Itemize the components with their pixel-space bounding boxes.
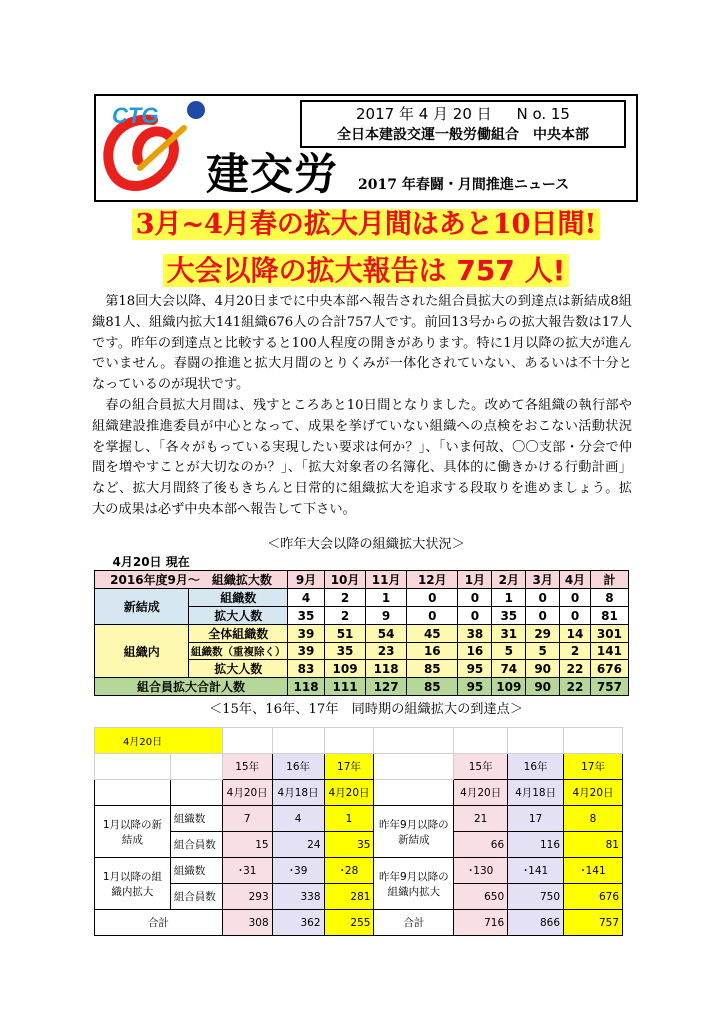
- table-cell: 54: [366, 625, 407, 643]
- table-row: [95, 589, 629, 607]
- table-cell: 拡大人数: [189, 607, 288, 625]
- table-cell: 293: [222, 884, 272, 910]
- table-cell: 118: [366, 660, 407, 678]
- table-cell: 676: [564, 884, 623, 910]
- table-cell: 31: [492, 625, 526, 643]
- table-cell: 35: [325, 643, 366, 660]
- table-cell: 116: [508, 832, 564, 858]
- table-cell: 127: [366, 678, 407, 696]
- table-cell: 35: [492, 607, 526, 625]
- table-cell: 2: [560, 643, 591, 660]
- table-cell: 0: [526, 607, 560, 625]
- table-cell: 2: [325, 589, 366, 607]
- table-cell: 676: [590, 660, 628, 678]
- table-cell: ･130: [454, 858, 508, 884]
- union-full-name: 全日本建設交運一般労働組合 中央本部: [337, 127, 589, 143]
- table-cell: [564, 728, 623, 754]
- table-cell: 866: [508, 910, 564, 936]
- table-cell: 昨年9月以降の新結成: [374, 806, 454, 858]
- table-cell: 118: [288, 678, 325, 696]
- table-cell: 109: [325, 660, 366, 678]
- table-cell: 12月: [407, 571, 458, 589]
- table-cell: 111: [325, 678, 366, 696]
- table-cell: [454, 728, 508, 754]
- table-cell: 4月20日: [454, 780, 508, 806]
- table-cell: ･39: [272, 858, 324, 884]
- table-cell: 1月以降の組織内拡大: [95, 858, 171, 910]
- table-row: [95, 806, 623, 832]
- table-cell: [374, 728, 454, 754]
- table-cell: ･28: [324, 858, 374, 884]
- table-cell: 757: [590, 678, 628, 696]
- table-cell: 4月20日: [222, 780, 272, 806]
- table-cell: 301: [590, 625, 628, 643]
- table2-caption: ＜15年、16年、17年 同時期の組織拡大の到達点＞: [208, 702, 524, 717]
- table-total-row: [95, 910, 623, 936]
- table-cell: 17年: [324, 754, 374, 780]
- table-cell: [324, 728, 374, 754]
- table-row: [95, 858, 623, 884]
- table-cell: 90: [526, 660, 560, 678]
- table-cell: 16: [407, 643, 458, 660]
- table-cell: [374, 780, 454, 806]
- ctg-logo: [98, 98, 208, 198]
- table-cell: 750: [508, 884, 564, 910]
- table-cell: 362: [272, 910, 324, 936]
- table-cell: 95: [458, 678, 492, 696]
- table-cell: 255: [324, 910, 374, 936]
- paragraph: 第18回大会以降、4月20日までに中央本部へ報告された組合員拡大の到達点は新結成8組織81人、組織内拡大141組織676人の合計757人です。前回13号からの拡大報告数は17人です。昨年の到達点と比較すると100人程度の開きがあります。特に1月以降の拡大が進んでいません。春闘の推進と拡大月間のとりくみが一体化されていない、あるいは不十分となっているのが現状です。: [92, 294, 632, 393]
- table-cell: 2: [325, 607, 366, 625]
- table-cell: 35: [324, 832, 374, 858]
- table-cell: 1: [492, 589, 526, 607]
- table-cell: 0: [458, 607, 492, 625]
- table-cell: 4: [288, 589, 325, 607]
- table-cell: 281: [324, 884, 374, 910]
- table-cell: 大会以降の拡大報告は 757 人!: [163, 254, 570, 287]
- headline-secondary: [94, 252, 638, 290]
- table1-caption: ＜昨年大会以降の組織拡大状況＞: [267, 537, 465, 552]
- table-cell: 16年: [508, 754, 564, 780]
- table-cell: [272, 728, 324, 754]
- newsletter-name: 2017 年春闘・月間推進ニュース: [358, 177, 570, 193]
- table-cell: 8: [590, 589, 628, 607]
- table-cell: 21: [454, 806, 508, 832]
- table-header-row: [95, 571, 629, 589]
- table-cell: 45: [407, 625, 458, 643]
- table-cell: 合計: [95, 910, 223, 936]
- table-cell: 39: [288, 625, 325, 643]
- table-cell: 338: [272, 884, 324, 910]
- table-row: [95, 884, 623, 910]
- group-internal: 組織内: [95, 625, 189, 678]
- table-cell: ･141: [508, 858, 564, 884]
- table-cell: 23: [366, 643, 407, 660]
- table-cell: 16: [458, 643, 492, 660]
- table-cell: 39: [288, 643, 325, 660]
- table-cell: 757: [564, 910, 623, 936]
- table-cell: 0: [526, 589, 560, 607]
- table-cell: 組織数: [170, 806, 222, 832]
- table-cell: 24: [272, 832, 324, 858]
- table-cell: [170, 780, 222, 806]
- table-cell: 15年: [222, 754, 272, 780]
- table-cell: 650: [454, 884, 508, 910]
- table-cell: 8: [564, 806, 623, 832]
- period-label: 2016年度9月～ 組織拡大数: [95, 571, 288, 589]
- union-short-name: 建交労: [206, 150, 338, 200]
- date-label: 4月20日: [95, 728, 223, 754]
- table-cell: 3月: [526, 571, 560, 589]
- issue-info-box: [300, 100, 626, 148]
- table-cell: 17年: [564, 754, 623, 780]
- table-cell: 9: [366, 607, 407, 625]
- table-cell: 4: [272, 806, 324, 832]
- table-cell: 38: [458, 625, 492, 643]
- masthead: [94, 94, 638, 202]
- table-cell: [170, 754, 222, 780]
- paragraph: 春の組合員拡大月間は、残すところあと10日間となりました。改めて各組織の執行部や組織建設推進委員が中心となって、成果を挙げていない組織への点検をおこない活動状況を掌握し、「各々がもっている実現したい要求は何か？」、「いま何故、〇〇支部・分会で仲間を増やすことが大切なのか？」、「拡大対象者の名簿化、具体的に働きかける行動計画」など、拡大月間終了後もきちんと日常的に組織拡大を追求する段取りを進めましょう。拡大の成果は必ず中央本部へ報告して下さい。: [92, 397, 632, 517]
- table-cell: 5: [526, 643, 560, 660]
- table-cell: 1: [366, 589, 407, 607]
- table-cell: 0: [560, 589, 591, 607]
- table-cell: 716: [454, 910, 508, 936]
- table-cell: [95, 780, 171, 806]
- year-comparison-table: [94, 727, 623, 936]
- table-cell: 全体組織数: [189, 625, 288, 643]
- table-cell: 22: [560, 678, 591, 696]
- table-cell: 74: [492, 660, 526, 678]
- table-cell: 35: [288, 607, 325, 625]
- table-cell: 組織数: [170, 858, 222, 884]
- headline-primary: [94, 206, 638, 244]
- date-header-row: [95, 780, 623, 806]
- table-cell: 組合員数: [170, 884, 222, 910]
- table-cell: 2月: [492, 571, 526, 589]
- table-cell: 0: [458, 589, 492, 607]
- table-cell: 4月18日: [272, 780, 324, 806]
- table-cell: 3月~4月春の拡大月間はあと10日間!: [132, 209, 601, 240]
- table-cell: 11月: [366, 571, 407, 589]
- table-cell: CTG: [112, 103, 159, 128]
- table-cell: [374, 754, 454, 780]
- table-cell: 1: [324, 806, 374, 832]
- table-cell: 29: [526, 625, 560, 643]
- article-body: [92, 292, 632, 521]
- table-cell: 83: [288, 660, 325, 678]
- table-cell: 5: [492, 643, 526, 660]
- table-cell: ･141: [564, 858, 623, 884]
- table-cell: 85: [407, 660, 458, 678]
- table-cell: 17: [508, 806, 564, 832]
- table-cell: 組合員拡大合計人数: [95, 678, 288, 696]
- table-cell: 81: [564, 832, 623, 858]
- table-cell: 10月: [325, 571, 366, 589]
- table-cell: 15: [222, 832, 272, 858]
- table-cell: 0: [407, 607, 458, 625]
- table-cell: 109: [492, 678, 526, 696]
- table-cell: 0: [407, 589, 458, 607]
- table-cell: [222, 728, 272, 754]
- issue-date: 2017 年 4 月 20 日: [356, 105, 492, 123]
- table-cell: 4月20日: [564, 780, 623, 806]
- table-cell: 組織数（重複除く）: [189, 643, 288, 660]
- table-cell: 66: [454, 832, 508, 858]
- table-cell: 組合員数: [170, 832, 222, 858]
- group-new: 新結成: [95, 589, 189, 625]
- table-cell: 14: [560, 625, 591, 643]
- table-cell: 22: [560, 660, 591, 678]
- table-total-row: [95, 678, 629, 696]
- table-row: [95, 832, 623, 858]
- as-of-label: 4月20日 現在: [112, 555, 190, 569]
- year-header-row: [95, 754, 623, 780]
- table-cell: 合計: [374, 910, 454, 936]
- table-cell: 0: [560, 607, 591, 625]
- table-cell: 308: [222, 910, 272, 936]
- table-cell: 7: [222, 806, 272, 832]
- table-cell: 4月20日: [324, 780, 374, 806]
- table-cell: ･31: [222, 858, 272, 884]
- table-cell: [508, 728, 564, 754]
- table-cell: 組織数: [189, 589, 288, 607]
- table-cell: [288, 553, 629, 571]
- table-cell: 95: [458, 660, 492, 678]
- table-cell: [95, 754, 171, 780]
- table-cell: 15年: [454, 754, 508, 780]
- table-cell: 1月以降の新結成: [95, 806, 171, 858]
- table-cell: 4月: [560, 571, 591, 589]
- issue-number: N o. 15: [516, 105, 570, 123]
- table-cell: 9月: [288, 571, 325, 589]
- table-cell: 1月: [458, 571, 492, 589]
- table-cell: 90: [526, 678, 560, 696]
- table-cell: 16年: [272, 754, 324, 780]
- table-cell: 85: [407, 678, 458, 696]
- table-cell: 計: [590, 571, 628, 589]
- table-cell: 51: [325, 625, 366, 643]
- table-cell: 昨年9月以降の組織内拡大: [374, 858, 454, 910]
- table-row: [95, 625, 629, 643]
- table-cell: 拡大人数: [189, 660, 288, 678]
- table-cell: 4月18日: [508, 780, 564, 806]
- expansion-status-table: [94, 553, 629, 696]
- table-cell: 141: [590, 643, 628, 660]
- table-cell: 81: [590, 607, 628, 625]
